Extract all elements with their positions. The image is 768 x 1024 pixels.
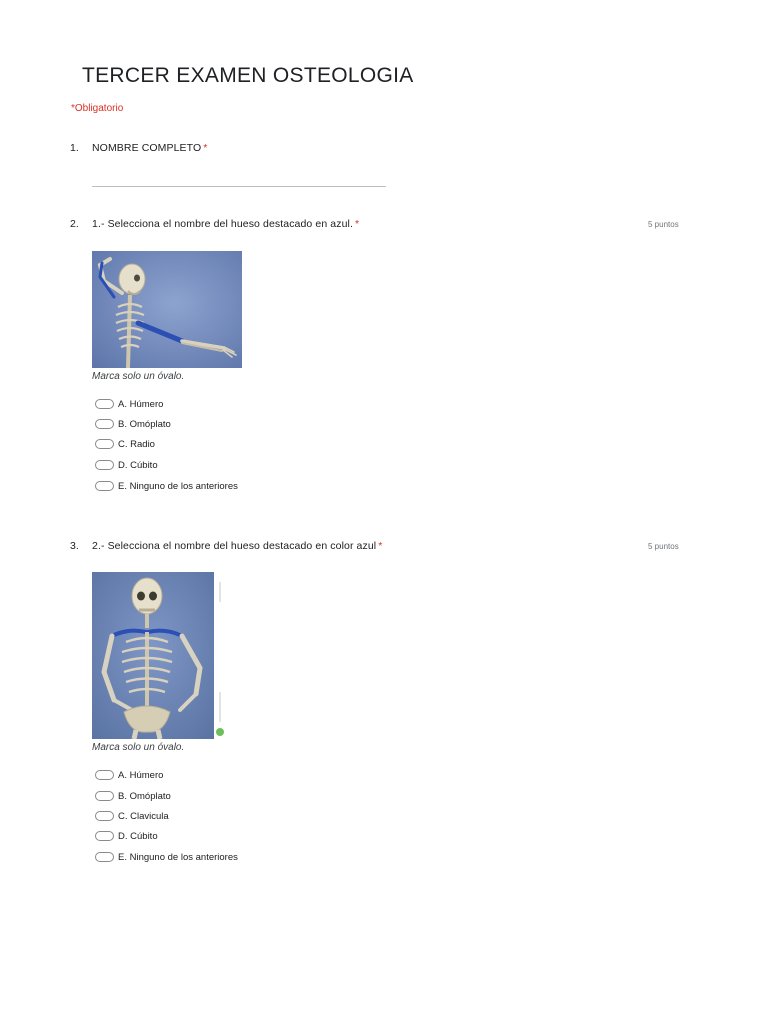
radio-oval[interactable] [95,770,114,780]
question-number: 3. [70,540,79,552]
option-omoplato[interactable] [95,789,171,803]
required-star: * [354,218,360,230]
required-star: * [378,540,383,552]
points-label: 5 puntos [648,220,679,229]
option-cubito[interactable] [95,458,158,472]
option-radio[interactable] [95,437,155,451]
question-text [92,218,359,230]
full-name-input[interactable] [92,186,386,187]
required-note: *Obligatorio [71,103,124,114]
option-label: A. Húmero [118,398,164,410]
radio-oval[interactable] [95,439,114,449]
option-label: E. Ninguno de los anteriores [118,851,238,863]
option-label: E. Ninguno de los anteriores [118,480,238,492]
radio-oval[interactable] [95,831,114,841]
option-label: A. Húmero [118,769,164,781]
radio-oval[interactable] [95,460,114,470]
question-label: 1.- Selecciona el nombre del hueso destacado en azul. [92,218,353,230]
question-number: 2. [70,218,79,230]
option-humero[interactable] [95,768,163,782]
form-title: TERCER EXAMEN OSTEOLOGIA [82,64,414,87]
option-label: C. Clavicula [118,810,169,822]
skeleton-arm-image [92,251,242,368]
radio-oval[interactable] [95,811,114,821]
radio-oval[interactable] [95,852,114,862]
question-text [92,540,382,552]
question-label: NOMBRE COMPLETO [92,142,202,154]
question-label: 2.- Selecciona el nombre del hueso destacado en color azul [92,540,377,552]
radio-oval[interactable] [95,419,114,429]
question-number: 1. [70,142,79,154]
radio-oval[interactable] [95,791,114,801]
hint-text: Marca solo un óvalo. [92,742,185,753]
option-label: D. Cúbito [118,459,158,471]
option-label: C. Radio [118,438,155,450]
option-ninguno[interactable] [95,850,238,864]
points-label: 5 puntos [648,542,679,551]
radio-oval[interactable] [95,399,114,409]
option-label: D. Cúbito [118,830,158,842]
option-ninguno[interactable] [95,479,238,493]
option-omoplato[interactable] [95,417,171,431]
skeleton-torso-image [92,572,225,739]
option-clavicula[interactable] [95,809,169,823]
hint-text: Marca solo un óvalo. [92,371,185,382]
question-text [92,142,207,154]
radio-oval[interactable] [95,481,114,491]
option-label: B. Omóplato [118,790,171,802]
option-label: B. Omóplato [118,418,171,430]
option-cubito[interactable] [95,829,158,843]
required-star: * [203,142,208,154]
option-humero[interactable] [95,397,163,411]
